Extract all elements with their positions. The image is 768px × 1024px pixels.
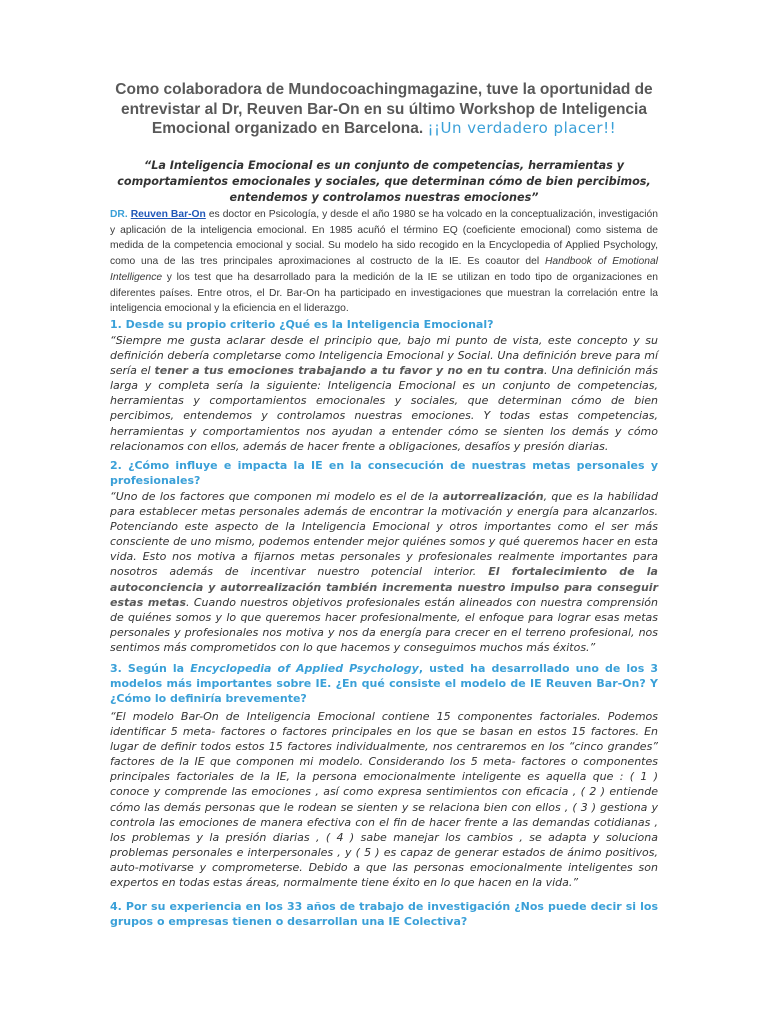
intro-text: Como colaboradora de Mundocoachingmagazine, tuve la oportunidad de entrevistar al Dr, Reuven Bar-On en su último Workshop de Inteligencia Emocional organizado en Barcelona. <box>115 81 653 137</box>
question-3 <box>110 661 658 707</box>
answer-2-emphasis-1: autorrealización <box>442 490 544 503</box>
answer-1-part1: “Siempre me gusta aclarar desde el principio que, bajo mi punto de vista, este concepto y su definición debería completarse como Inteligencia Emocional y Social. Una definición breve para mí sería el <box>110 334 658 378</box>
question-3-pre: 3. Según la <box>110 662 191 675</box>
answer-1-part2: . Una definición más larga y completa sería la siguiente: Inteligencia Emocional es un conjunto de competencias, herramientas y comportamientos emocionales y sociales, que determinan cómo de bien percibimos, entendemos y controlamos nuestras emociones. Y todas estas competencias, herramientas y comportamientos nos ayudan a entender cómo se sienten los demás y cómo relacionamos con ellos, además de hacer frente a obligaciones, desafíos y presión diarias. <box>110 364 658 453</box>
bio-part2: y los test que ha desarrollado para la medición de la IE se utilizan en todo tipo de organizaciones en diferentes países. Entre otros, el Dr. Bar-On ha participado en investigaciones que muestran la correlación entre la inteligencia emocional y la eficiencia en el liderazgo. <box>110 271 658 315</box>
bio-book-title: Handbook of Emotional Intelligence <box>110 256 658 283</box>
bio-part1: es doctor en Psicología, y desde el año 1980 se ha volcado en la conceptualización, investigación y aplicación de la inteligencia emocional. En 1985 acuñó el término EQ (coeficiente emocional) como sistema de medida de la competencia emocional y social. Su modelo ha sido recogido en la Encyclopedia of Applied Psychology, como una de las tres principales aproximaciones al costructo de la IE. Es coautor del <box>110 209 658 268</box>
answer-1-emphasis: tener a tus emociones trabajando a tu favor y no en tu contra <box>154 364 545 378</box>
question-2: 2. ¿Cómo influye e impacta la IE en la consecución de nuestras metas personales y profesionales? <box>110 459 658 488</box>
question-4: 4. Por su experiencia en los 33 años de trabajo de investigación ¿Nos puede decir si los grupos o empresas tienen o desarrollan una IE Colectiva? <box>110 900 658 929</box>
answer-3: “El modelo Bar-On de Inteligencia Emocional contiene 15 componentes factoriales. Podemos identificar 5 meta- factores o factores principales en los que se basan en estos 15 factores. En lugar de definir todos estos 15 factores individualmente, nos centraremos en los “cinco grandes” factores de la IE que componen mi modelo. Considerando los 5 meta- factores o componentes principales factoriales de la IE, la persona emocionalmente inteligente es aquella que : ( 1 ) conoce y comprende las emociones , así como expresa sentimientos con eficacia , ( 2 ) entiende cómo las demás personas que le rodean se sienten y se relaciona bien con ellos , ( 3 ) gestiona y controla las emociones de manera efectiva con el fin de hacer frente a las demandas cotidianas , los problemas y la presión diarias , ( 4 ) sabe manejar los cambios , se adapta y soluciona problemas personales e interpersonales , y ( 5 ) es capaz de generar estados de ánimo positivos, auto-motivarse y comprometerse. Debido a que las personas emocionalmente inteligentes son expertos en todas estas áreas, normalmente tiene éxito en lo que hacen en la vida.” <box>110 710 658 890</box>
bio-paragraph <box>110 207 658 317</box>
pull-quote: “La Inteligencia Emocional es un conjunto de competencias, herramientas y comportamientos emocionales y sociales, que determinan cómo de bien percibimos, entendemos y controlamos nuestras emociones” <box>117 159 651 204</box>
bio-lead: DR. <box>110 209 128 220</box>
question-3-book: Encyclopedia of Applied Psychology <box>190 662 419 675</box>
answer-2-emphasis-2: El fortalecimiento de la autoconciencia y autorrealización también incrementa nuestro impulso para conseguir estas metas <box>110 565 658 609</box>
reuven-bar-on-link[interactable]: Reuven Bar-On <box>130 209 206 220</box>
answer-1 <box>110 333 658 454</box>
intro-accent: ¡¡Un verdadero placer!! <box>427 119 617 137</box>
answer-2-part3: . Cuando nuestros objetivos profesionales están alineados con nuestra comprensión de quiénes somos y lo que queremos hacer profesionalmente, el enfoque para lograr esas metas personales y profesionales nos motiva y nos da energía para crecer en el terreno profesional, nos sentimos más comprometidos con lo que hacemos y conseguimos muchos más éxitos.” <box>110 595 658 654</box>
intro-paragraph <box>104 80 664 139</box>
answer-2-part2: , que es la habilidad para establecer metas personales además de encontrar la motivación y energía para alcanzarlos. Potenciando este aspecto de la Inteligencia Emocional y otros importantes como el ser más consciente de uno mismo, podemos entender mejor quiénes somos y qué queremos hacer en esta vida. Esto nos motiva a fijarnos metas personales y profesionales realmente importantes para nosotros además de incentivar nuestro potencial interior. <box>110 490 658 579</box>
answer-2-part1: “Uno de los factores que componen mi modelo es el de la <box>110 490 443 503</box>
question-3-post: , usted ha desarrollado uno de los 3 modelos más importantes sobre IE. ¿En qué consiste el modelo de IE Reuven Bar-On? Y ¿Cómo lo definiría brevemente? <box>110 662 658 706</box>
answer-2 <box>110 489 658 655</box>
question-1: 1. Desde su propio criterio ¿Qué es la Inteligencia Emocional? <box>110 318 494 331</box>
